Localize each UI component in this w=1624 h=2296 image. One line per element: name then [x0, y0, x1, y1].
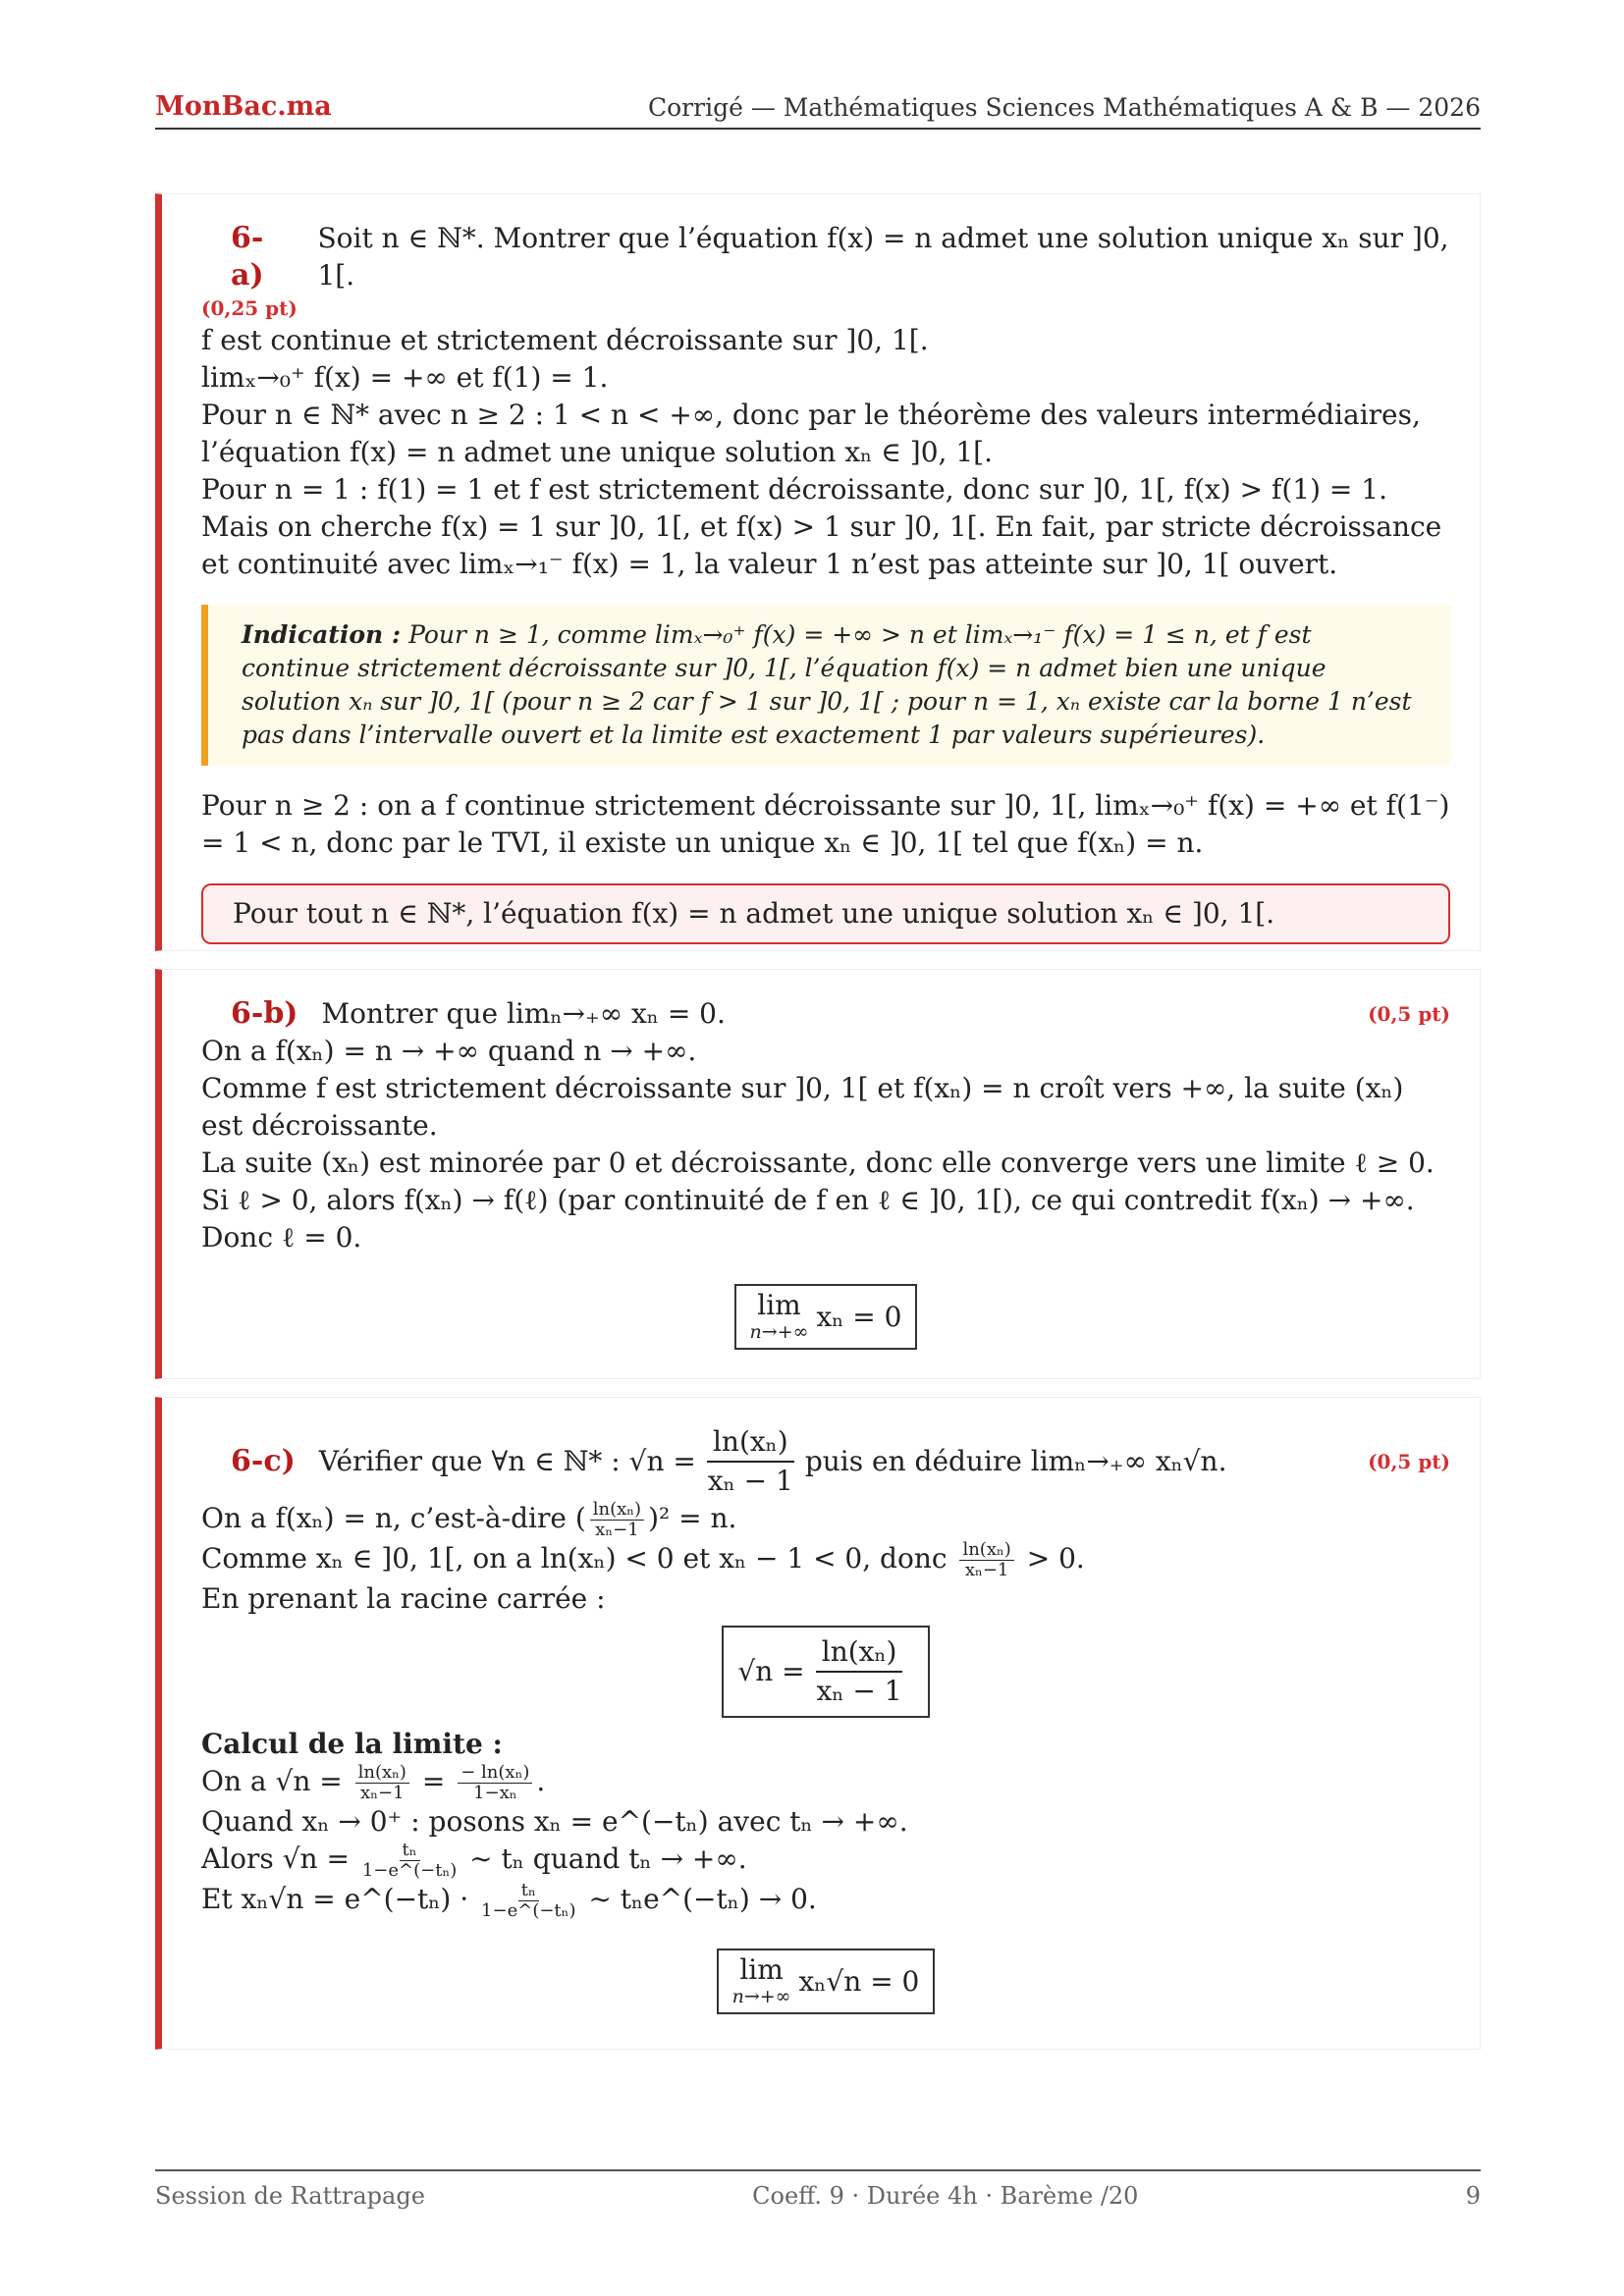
fraction-denominator: xₙ−1: [595, 1520, 639, 1540]
text-segment: On a f(xₙ) = n, c’est-à-dire: [201, 1502, 567, 1534]
answer-line: On a f(xₙ) = n, c’est-à-dire ( $\frac{\text{ln(xₙ)}}{\text{xₙ−1}}$ )² = n.: [201, 1499, 737, 1540]
lim-word: lim: [739, 1953, 784, 1986]
small-fraction: [362, 1841, 457, 1881]
section-title: Calcul de la limite :: [201, 1728, 503, 1760]
hint-text: Pour n ≥ 1, comme limₓ→₀⁺ f(x) = +∞ > n et limₓ→₁⁻ f(x) = 1 ≤ n, et f est continue strictement décroissante sur ]0, 1[, l’équation f(x) = n admet bien une unique solution xₙ sur ]0, 1[ (pour n ≥ 2 car f > 1 sur ]0, 1[ ; pour n = 1, xₙ existe car la borne 1 n’est pas dans l’intervalle ouvert et la limite est exactement 1 par valeurs supérieures).: [242, 620, 1412, 749]
answer-line: [201, 1841, 1450, 1881]
answer-line: En prenant la racine carrée :: [201, 1582, 606, 1615]
small-fraction: [458, 1763, 532, 1803]
answer-line: Pour n = 1 : f(1) = 1 et f est strictement décroissante, donc sur ]0, 1[, f(x) > f(1) = 1. Mais on cherche f(x) = 1 sur ]0, 1[, et f(x) > 1 sur ]0, 1[. En fait, par stricte décroissance et continuité avec limₓ→₁⁻ f(x) = 1, la valeur 1 n’est pas atteinte sur ]0, 1[ ouvert.: [201, 473, 1442, 580]
answer-line: Pour n ≥ 2 : on a f continue strictement décroissante sur ]0, 1[, limₓ→₀⁺ f(x) = +∞ et f(1⁻) = 1 < n, donc par le TVI, il existe un unique xₙ ∈ ]0, 1[ tel que f(xₙ) = n.: [201, 789, 1450, 859]
text-segment: Comme xₙ ∈ ]0, 1[, on a ln(xₙ) < 0 et xₙ − 1 < 0, donc: [201, 1542, 947, 1575]
small-fraction: [481, 1881, 575, 1921]
answer-line: La suite (xₙ) est minorée par 0 et décroissante, donc elle converge vers une limite ℓ ≥ 0.: [201, 1147, 1435, 1179]
lim-word: lim: [757, 1289, 801, 1321]
question-text: Soit n ∈ ℕ*. Montrer que l’équation f(x) = n admet une solution unique xₙ sur ]0, 1[.: [317, 222, 1449, 292]
boxed-result: [734, 1284, 918, 1350]
fraction-denominator: xₙ − 1: [816, 1675, 902, 1707]
text-segment: ∼ tₙ quand tₙ → +∞.: [469, 1842, 747, 1875]
hint-box: [201, 605, 1450, 766]
question-text: puis en déduire limₙ→₊∞ xₙ√n.: [804, 1445, 1227, 1477]
fraction-denominator: xₙ−1: [360, 1783, 405, 1803]
footer-session: Session de Rattrapage: [155, 2182, 425, 2210]
small-fraction: [590, 1500, 644, 1540]
points-badge: (0,25 pt): [201, 296, 298, 320]
result-box: Pour tout n ∈ ℕ*, l’équation f(x) = n admet une unique solution xₙ ∈ ]0, 1[.: [201, 883, 1450, 944]
fraction-numerator: ln(xₙ): [355, 1763, 409, 1784]
fraction-numerator: ln(xₙ): [590, 1500, 644, 1521]
hint-label: Indication :: [242, 620, 402, 649]
fraction-denominator: 1−e^(−tₙ): [361, 1860, 458, 1881]
answer-line: [201, 1763, 1450, 1803]
boxed-result: [717, 1949, 936, 2014]
fraction-denominator: xₙ−1: [964, 1560, 1009, 1580]
text-segment: > 0.: [1026, 1542, 1085, 1575]
small-fraction: [959, 1540, 1013, 1580]
question-6b: [201, 995, 1450, 1033]
fraction-numerator: − ln(xₙ): [458, 1763, 532, 1784]
answer-line: Comme f est strictement décroissante sur ]0, 1[ et f(xₙ) = n croît vers +∞, la suite (xₙ) est décroissante.: [201, 1072, 1404, 1142]
question-number: 6-b): [231, 996, 298, 1031]
text-segment: √n =: [737, 1655, 805, 1687]
question-6a: [201, 220, 1450, 294]
page-footer: [155, 2169, 1481, 2220]
boxed-identity: [722, 1626, 929, 1718]
exercise-6b-box: [155, 969, 1481, 1379]
text-segment: ∼ tₙe^(−tₙ) → 0.: [588, 1883, 817, 1915]
fraction: [702, 1423, 799, 1500]
lim-subscript: n→+∞: [731, 1986, 791, 2007]
text-segment: Alors √n =: [201, 1842, 350, 1875]
fraction-numerator: ln(xₙ): [959, 1540, 1013, 1561]
fraction-numerator: tₙ: [400, 1841, 420, 1861]
exercise-6c-box: [155, 1397, 1481, 2050]
answer-line: [201, 1540, 1450, 1580]
answer-line: limₓ→₀⁺ f(x) = +∞ et f(1) = 1.: [201, 361, 609, 394]
answer-line: On a f(xₙ) = n → +∞ quand n → +∞.: [201, 1035, 697, 1067]
answer-line: Pour n ∈ ℕ* avec n ≥ 2 : 1 < n < +∞, donc par le théorème des valeurs intermédiaires, l’équation f(x) = n admet une unique solution xₙ ∈ ]0, 1[.: [201, 399, 1421, 468]
text-segment: =: [421, 1765, 446, 1797]
exercise-6a-box: [155, 193, 1481, 951]
text-segment: = n.: [678, 1502, 737, 1534]
question-number: 6-c): [231, 1444, 296, 1478]
question-6c: [201, 1423, 1450, 1500]
answer-line: Donc ℓ = 0.: [201, 1221, 362, 1254]
answer-line: Si ℓ > 0, alors f(xₙ) → f(ℓ) (par continuité de f en ℓ ∈ ]0, 1[), ce qui contredit f(xₙ) → +∞.: [201, 1184, 1415, 1216]
result-expression: xₙ = 0: [816, 1300, 902, 1333]
text-segment: Et xₙ√n = e^(−tₙ) ·: [201, 1883, 469, 1915]
text-segment: On a √n =: [201, 1765, 343, 1797]
answer-line: [201, 1881, 1450, 1921]
question-number: 6-a): [231, 221, 264, 293]
small-fraction: [355, 1763, 409, 1803]
answer-line: f est continue et strictement décroissante sur ]0, 1[.: [201, 324, 929, 356]
points-badge: (0,5 pt): [1368, 1450, 1450, 1473]
fraction-numerator: tₙ: [518, 1881, 539, 1901]
fraction-numerator: ln(xₙ): [707, 1423, 794, 1463]
page-header: [155, 88, 1481, 130]
fraction-denominator: xₙ − 1: [707, 1465, 793, 1497]
fraction: [811, 1633, 908, 1710]
fraction-numerator: ln(xₙ): [816, 1633, 903, 1673]
footer-info: Coeff. 9 · Durée 4h · Barème /20: [752, 2182, 1139, 2210]
text-segment: .: [536, 1765, 546, 1797]
question-text: Vérifier que ∀n ∈ ℕ* : √n =: [318, 1445, 696, 1477]
question-text: Montrer que limₙ→₊∞ xₙ = 0.: [321, 997, 726, 1030]
header-title: Corrigé — Mathématiques Sciences Mathématiques A & B — 2026: [648, 93, 1481, 122]
page-number: 9: [1465, 2182, 1481, 2210]
lim-subscript: n→+∞: [749, 1321, 809, 1343]
answer-line: Quand xₙ → 0⁺ : posons xₙ = e^(−tₙ) avec tₙ → +∞.: [201, 1805, 908, 1838]
fraction-denominator: 1−xₙ: [473, 1783, 517, 1803]
brand-logo: MonBac.ma: [155, 91, 332, 122]
fraction-denominator: 1−e^(−tₙ): [481, 1900, 576, 1921]
result-expression: xₙ√n = 0: [798, 1964, 920, 1998]
points-badge: (0,5 pt): [1368, 1002, 1450, 1026]
